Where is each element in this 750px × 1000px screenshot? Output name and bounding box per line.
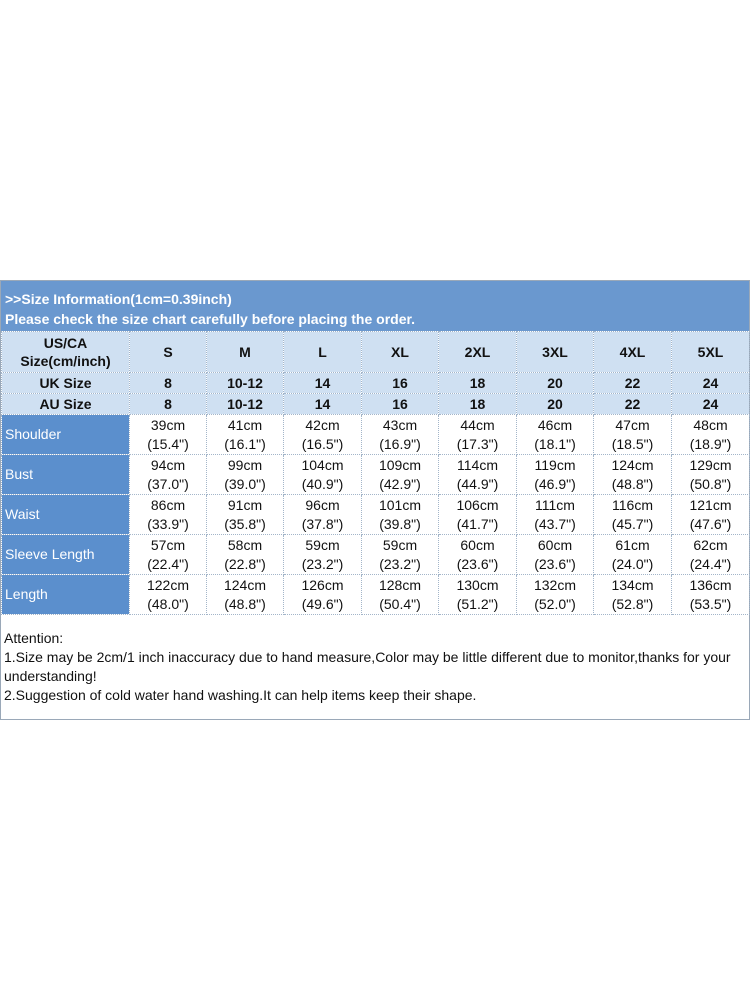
attention-title: Attention:	[4, 630, 64, 646]
size-cell: 3XL	[517, 332, 594, 373]
inch-value: (22.8")	[224, 555, 266, 572]
waist-value-cell	[362, 495, 439, 535]
cm-value: 44cm	[460, 416, 495, 433]
waist-label: Waist	[2, 495, 130, 535]
cm-value: 47cm	[615, 416, 650, 433]
sleeve-length-value-cell	[672, 535, 750, 575]
uk-size-cell: 24	[672, 373, 750, 394]
length-value-cell	[284, 575, 362, 615]
inch-value: (48.8")	[224, 595, 266, 612]
inch-value: (16.1")	[224, 435, 266, 452]
cm-value: 104cm	[301, 456, 344, 473]
cm-value: 46cm	[537, 416, 573, 433]
shoulder-value-cell	[439, 415, 517, 455]
cm-value: 61cm	[615, 536, 650, 553]
au-size-cell: 8	[130, 394, 207, 415]
sleeve-length-value-cell	[207, 535, 284, 575]
size-info-banner	[1, 281, 749, 331]
size-table	[1, 331, 750, 615]
inch-value: (49.6")	[301, 595, 344, 612]
uk-size-cell: 14	[284, 373, 362, 394]
inch-value: (23.2")	[301, 555, 344, 572]
shoulder-value-cell	[284, 415, 362, 455]
inch-value: (15.4")	[147, 435, 189, 452]
cm-value: 136cm	[689, 576, 732, 593]
sleeve-length-value-cell	[362, 535, 439, 575]
inch-value: (53.5")	[689, 595, 732, 612]
waist-value-cell	[439, 495, 517, 535]
inch-value: (42.9")	[379, 475, 421, 492]
uk-size-cell: 8	[130, 373, 207, 394]
inch-value: (33.9")	[147, 515, 189, 532]
cm-value: 91cm	[227, 496, 263, 513]
cm-value: 134cm	[611, 576, 654, 593]
bust-value-cell	[672, 455, 750, 495]
length-value-cell	[672, 575, 750, 615]
attention-item: 2.Suggestion of cold water hand washing.It can help items keep their shape.	[4, 687, 477, 703]
inch-value: (47.6")	[689, 515, 732, 532]
inch-value: (24.0")	[611, 555, 654, 572]
shoulder-value-cell	[672, 415, 750, 455]
inch-value: (18.1")	[534, 435, 576, 452]
inch-value: (16.9")	[379, 435, 421, 452]
size-chart-sheet	[0, 280, 750, 720]
inch-value: (52.0")	[534, 595, 576, 612]
inch-value: (51.2")	[456, 595, 499, 612]
inch-value: (18.5")	[611, 435, 654, 452]
waist-value-cell	[207, 495, 284, 535]
inch-value: (48.0")	[147, 595, 189, 612]
inch-value: (24.4")	[689, 555, 732, 572]
inch-value: (50.8")	[689, 475, 732, 492]
banner-line-size-information: >>Size Information(1cm=0.39inch)	[5, 291, 232, 307]
cm-value: 126cm	[301, 576, 344, 593]
size-cell: S	[130, 332, 207, 373]
cm-value: 62cm	[693, 536, 728, 553]
waist-value-cell	[672, 495, 750, 535]
bust-value-cell	[362, 455, 439, 495]
size-cell: M	[207, 332, 284, 373]
shoulder-label: Shoulder	[2, 415, 130, 455]
cm-value: 122cm	[146, 576, 190, 593]
au-size-cell: 18	[439, 394, 517, 415]
attention-item: 1.Size may be 2cm/1 inch inaccuracy due to hand measure,Color may be little different due to monitor,thanks for your understanding!	[4, 649, 731, 684]
cm-value: 119cm	[534, 456, 576, 473]
uk-size-cell: 20	[517, 373, 594, 394]
au-size-cell: 22	[594, 394, 672, 415]
uk-size-cell: 22	[594, 373, 672, 394]
inch-value: (50.4")	[379, 595, 421, 612]
au-size-cell: 14	[284, 394, 362, 415]
length-value-cell	[362, 575, 439, 615]
cm-value: 132cm	[533, 576, 577, 593]
cm-value: 59cm	[382, 536, 418, 553]
shoulder-value-cell	[362, 415, 439, 455]
au-size-row	[2, 394, 750, 415]
au-size-cell: 20	[517, 394, 594, 415]
cm-value: 58cm	[227, 536, 263, 553]
shoulder-value-cell	[130, 415, 207, 455]
shoulder-value-cell	[594, 415, 672, 455]
measurement-row-waist	[2, 495, 750, 535]
inch-value: (40.9")	[301, 475, 344, 492]
cm-value: 48cm	[693, 416, 728, 433]
length-value-cell	[130, 575, 207, 615]
cm-value: 42cm	[305, 416, 340, 433]
au-size-cell: 24	[672, 394, 750, 415]
cm-value: 121cm	[689, 496, 732, 513]
uk-size-cell: 16	[362, 373, 439, 394]
inch-value: (37.8")	[301, 515, 344, 532]
bust-label: Bust	[2, 455, 130, 495]
length-value-cell	[439, 575, 517, 615]
uk-size-label: UK Size	[2, 373, 130, 394]
measurement-row-bust	[2, 455, 750, 495]
measurement-row-sleeve-length	[2, 535, 750, 575]
attention-notes	[4, 629, 744, 705]
size-cell: 5XL	[672, 332, 750, 373]
bust-value-cell	[439, 455, 517, 495]
uk-size-cell: 10-12	[207, 373, 284, 394]
waist-value-cell	[517, 495, 594, 535]
inch-value: (18.9")	[689, 435, 732, 452]
cm-value: 124cm	[223, 576, 267, 593]
waist-value-cell	[284, 495, 362, 535]
cm-value: 43cm	[382, 416, 418, 433]
inch-value: (22.4")	[147, 555, 189, 572]
uk-size-row	[2, 373, 750, 394]
cm-value: 99cm	[227, 456, 263, 473]
inch-value: (37.0")	[147, 475, 189, 492]
inch-value: (44.9")	[456, 475, 499, 492]
cm-value: 101cm	[378, 496, 422, 513]
inch-value: (16.5")	[301, 435, 344, 452]
cm-value: 94cm	[150, 456, 186, 473]
cm-value: 41cm	[227, 416, 263, 433]
inch-value: (46.9")	[534, 475, 576, 492]
sleeve-length-value-cell	[594, 535, 672, 575]
cm-value: 39cm	[150, 416, 186, 433]
waist-value-cell	[594, 495, 672, 535]
size-cell: 4XL	[594, 332, 672, 373]
measurement-row-shoulder	[2, 415, 750, 455]
inch-value: (39.0")	[224, 475, 266, 492]
sleeve-length-label: Sleeve Length	[2, 535, 130, 575]
cm-value: 114cm	[457, 456, 498, 473]
cm-value: 111cm	[535, 496, 575, 513]
bust-value-cell	[284, 455, 362, 495]
cm-value: 96cm	[305, 496, 340, 513]
bust-value-cell	[594, 455, 672, 495]
inch-value: (45.7")	[611, 515, 654, 532]
inch-value: (17.3")	[456, 435, 499, 452]
us-ca-header-cell	[2, 332, 130, 373]
sleeve-length-value-cell	[130, 535, 207, 575]
cm-value: 109cm	[378, 456, 422, 473]
length-value-cell	[517, 575, 594, 615]
shoulder-value-cell	[517, 415, 594, 455]
length-value-cell	[594, 575, 672, 615]
size-unit-label: Size(cm/inch)	[20, 353, 111, 369]
banner-line-check-notice: Please check the size chart carefully before placing the order.	[5, 311, 416, 327]
inch-value: (23.2")	[379, 555, 421, 572]
length-label: Length	[2, 575, 130, 615]
bust-value-cell	[207, 455, 284, 495]
sleeve-length-value-cell	[439, 535, 517, 575]
cm-value: 59cm	[305, 536, 340, 553]
size-cell: 2XL	[439, 332, 517, 373]
au-size-cell: 10-12	[207, 394, 284, 415]
cm-value: 116cm	[612, 496, 653, 513]
inch-value: (43.7")	[534, 515, 576, 532]
cm-value: 130cm	[456, 576, 499, 593]
size-cell: L	[284, 332, 362, 373]
inch-value: (23.6")	[534, 555, 576, 572]
au-size-label: AU Size	[2, 394, 130, 415]
sleeve-length-value-cell	[517, 535, 594, 575]
inch-value: (23.6")	[456, 555, 499, 572]
sleeve-length-value-cell	[284, 535, 362, 575]
cm-value: 86cm	[150, 496, 186, 513]
cm-value: 106cm	[456, 496, 499, 513]
measurement-row-length	[2, 575, 750, 615]
au-size-cell: 16	[362, 394, 439, 415]
cm-value: 128cm	[378, 576, 422, 593]
inch-value: (52.8")	[611, 595, 654, 612]
cm-value: 60cm	[537, 536, 573, 553]
waist-value-cell	[130, 495, 207, 535]
inch-value: (39.8")	[379, 515, 421, 532]
uk-size-cell: 18	[439, 373, 517, 394]
bust-value-cell	[517, 455, 594, 495]
cm-value: 60cm	[460, 536, 495, 553]
size-header-row	[2, 332, 750, 373]
cm-value: 57cm	[150, 536, 186, 553]
shoulder-value-cell	[207, 415, 284, 455]
inch-value: (48.8")	[611, 475, 654, 492]
bust-value-cell	[130, 455, 207, 495]
inch-value: (41.7")	[456, 515, 499, 532]
cm-value: 124cm	[611, 456, 654, 473]
length-value-cell	[207, 575, 284, 615]
size-cell: XL	[362, 332, 439, 373]
inch-value: (35.8")	[224, 515, 266, 532]
cm-value: 129cm	[689, 456, 732, 473]
us-ca-label: US/CA	[43, 335, 88, 351]
